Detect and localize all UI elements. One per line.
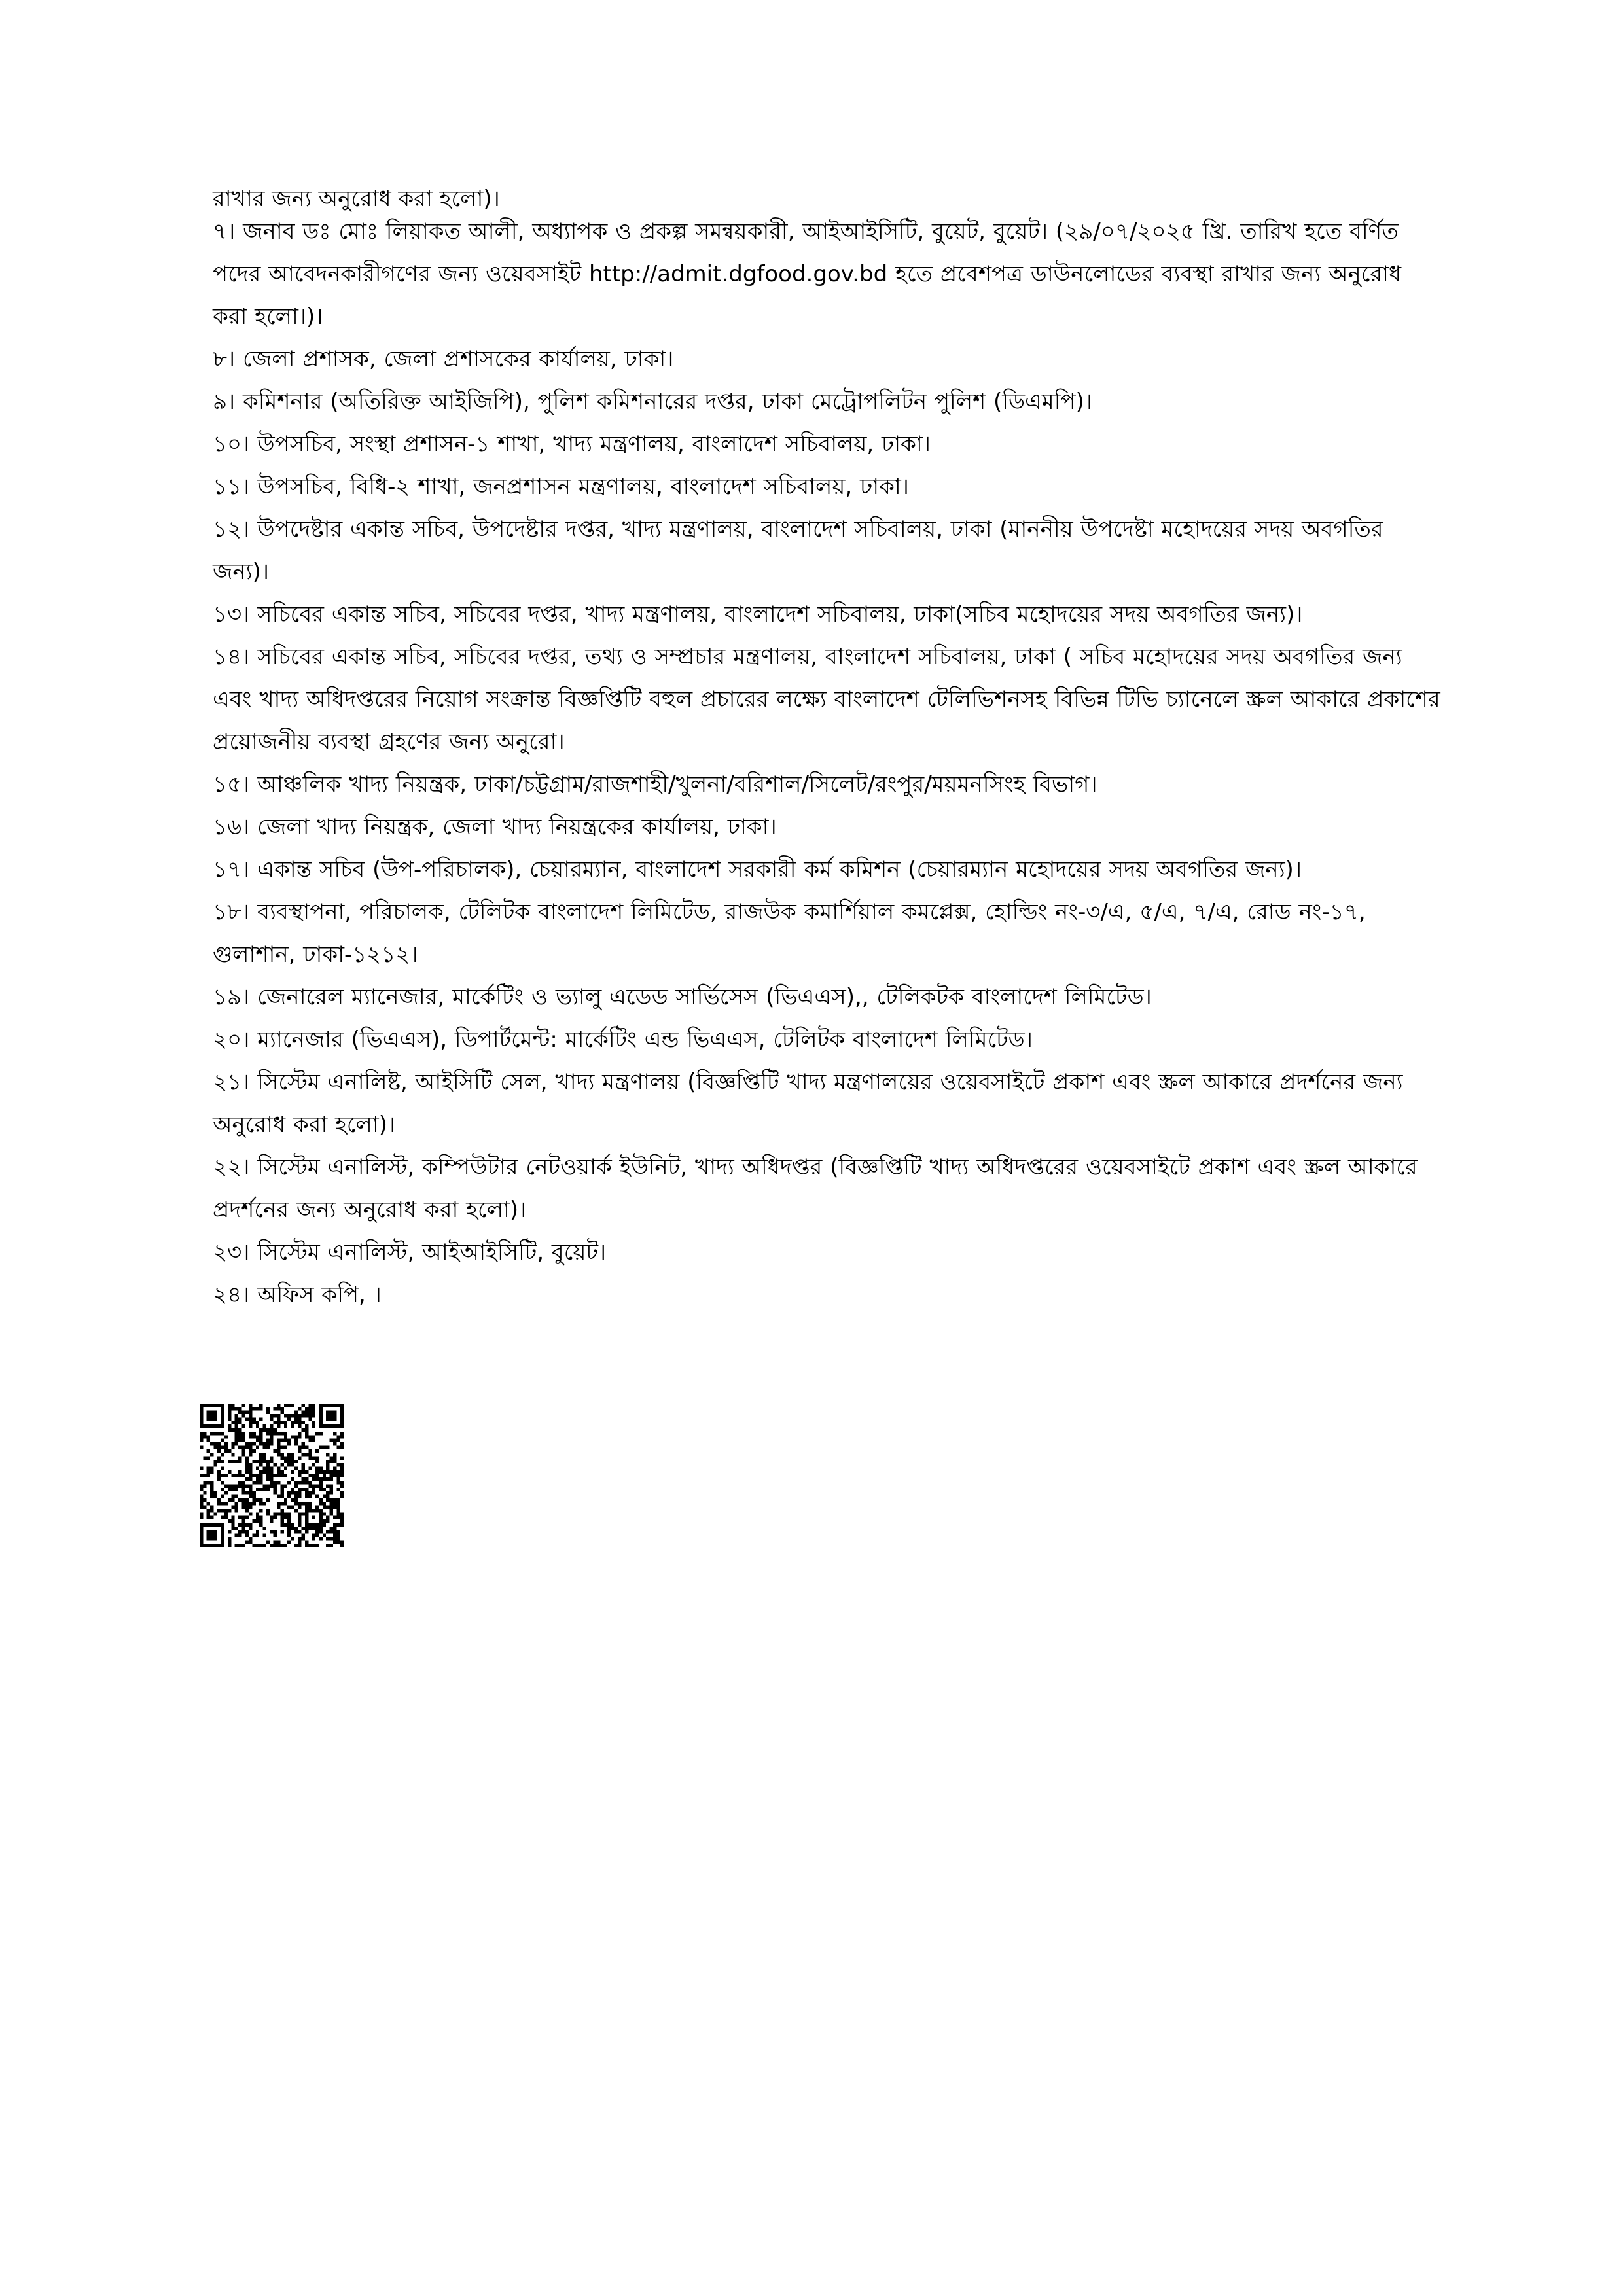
distribution-item: ২৩। সিস্টেম এনালিস্ট, আইআইসিটি, বুয়েট। xyxy=(213,1239,607,1265)
distribution-item: ১৬। জেলা খাদ্য নিয়ন্ত্রক, জেলা খাদ্য নিয়ন্ত্রকের কার্যালয়, ঢাকা। xyxy=(213,814,777,840)
distribution-item: ১৮। ব্যবস্থাপনা, পরিচালক, টেলিটক বাংলাদেশ লিমিটেড, রাজউক কমার্শিয়াল কমপ্লেক্স, হোল্ডিং নং-৩/এ, ৫/এ, ৭/এ, রোড নং-১৭, গুলাশান, ঢাকা-১২১২। xyxy=(213,899,1366,968)
distribution-item: ২২। সিস্টেম এনালিস্ট, কম্পিউটার নেটওয়ার্ক ইউনিট, খাদ্য অধিদপ্তর (বিজ্ঞপ্তিটি খাদ্য অধিদপ্তরের ওয়েবসাইটে প্রকাশ এবং স্ক্রল আকারে প্রদর্শনের জন্য অনুরোধ করা হলো)। xyxy=(213,1154,1418,1223)
distribution-item: ২০। ম্যানেজার (ভিএএস), ডিপার্টমেন্ট: মার্কেটিং এন্ড ভিএএস, টেলিটক বাংলাদেশ লিমিটেড। xyxy=(213,1027,1033,1053)
qr-code xyxy=(200,1404,344,1547)
distribution-item: ১২। উপদেষ্টার একান্ত সচিব, উপদেষ্টার দপ্তর, খাদ্য মন্ত্রণালয়, বাংলাদেশ সচিবালয়, ঢাকা (মাননীয় উপদেষ্টা মহোদয়ের সদয় অবগতির জন্য)। xyxy=(213,516,1383,585)
qr-code-image xyxy=(200,1404,344,1547)
distribution-item: ৮। জেলা প্রশাসক, জেলা প্রশাসকের কার্যালয়, ঢাকা। xyxy=(213,346,674,372)
distribution-item: ২১। সিস্টেম এনালিষ্ট, আইসিটি সেল, খাদ্য মন্ত্রণালয় (বিজ্ঞপ্তিটি খাদ্য মন্ত্রণালয়ের ওয়েবসাইটে প্রকাশ এবং স্ক্রল আকারে প্রদর্শনের জন্য অনুরোধ করা হলো)। xyxy=(213,1069,1403,1138)
distribution-item: ২৪। অফিস কপি, । xyxy=(213,1282,382,1308)
distribution-item: ১৯। জেনারেল ম্যানেজার, মার্কেটিং ও ভ্যালু এডেড সার্ভিসেস (ভিএএস),, টেলিকটক বাংলাদেশ লিমিটেড। xyxy=(213,984,1152,1010)
distribution-item: ১৫। আঞ্চলিক খাদ্য নিয়ন্ত্রক, ঢাকা/চট্টগ্রাম/রাজশাহী/খুলনা/বরিশাল/সিলেট/রংপুর/ময়মনসিংহ বিভাগ। xyxy=(213,771,1097,798)
distribution-item: ৯। কমিশনার (অতিরিক্ত আইজিপি), পুলিশ কমিশনারের দপ্তর, ঢাকা মেট্রোপলিটন পুলিশ (ডিএমপি)। xyxy=(213,389,1093,415)
distribution-item: ১১। উপসচিব, বিধি-২ শাখা, জনপ্রশাসন মন্ত্রণালয়, বাংলাদেশ সচিবালয়, ঢাকা। xyxy=(213,474,909,500)
distribution-item: ১৩। সচিবের একান্ত সচিব, সচিবের দপ্তর, খাদ্য মন্ত্রণালয়, বাংলাদেশ সচিবালয়, ঢাকা(সচিব মহোদয়ের সদয় অবগতির জন্য)। xyxy=(213,601,1303,627)
distribution-item: ১৪। সচিবের একান্ত সচিব, সচিবের দপ্তর, তথ্য ও সম্প্রচার মন্ত্রণালয়, বাংলাদেশ সচিবালয়, ঢাকা ( সচিব মহোদয়ের সদয় অবগতির জন্য এবং খাদ্য অধিদপ্তরের নিয়োগ সংক্রান্ত বিজ্ঞপ্তিটি বহুল প্রচারের লক্ষ্যে বাংলাদেশ টেলিভিশনসহ বিভিন্ন টিভি চ্যানেলে স্ক্রল আকারে প্রকাশের প্রয়োজনীয় ব্যবস্থা গ্রহণের জন্য অনুরো। xyxy=(213,644,1440,755)
distribution-item: ৭। জনাব ডঃ মোঃ লিয়াকত আলী, অধ্যাপক ও প্রকল্প সমন্বয়কারী, আইআইসিটি, বুয়েট, বুয়েট। (২৯/০৭/২০২৫ খ্রি. তারিখ হতে বর্ণিত পদের আবেদনকারীগণের জন্য ওয়েবসাইট http://admit.dgfood.gov.bd হতে প্রবেশপত্র ডাউনলোডের ব্যবস্থা রাখার জন্য অনুরোধ করা হলো।)। xyxy=(213,219,1402,330)
distribution-item: ১০। উপসচিব, সংস্থা প্রশাসন-১ শাখা, খাদ্য মন্ত্রণালয়, বাংলাদেশ সচিবালয়, ঢাকা। xyxy=(213,431,931,457)
cut-off-text-line: রাখার জন্য অনুরোধ করা হলো)। xyxy=(213,186,500,212)
distribution-item: ১৭। একান্ত সচিব (উপ-পরিচালক), চেয়ারম্যান, বাংলাদেশ সরকারী কর্ম কমিশন (চেয়ারম্যান মহোদয়ের সদয় অবগতির জন্য)। xyxy=(213,857,1302,883)
distribution-list xyxy=(213,211,1443,1316)
